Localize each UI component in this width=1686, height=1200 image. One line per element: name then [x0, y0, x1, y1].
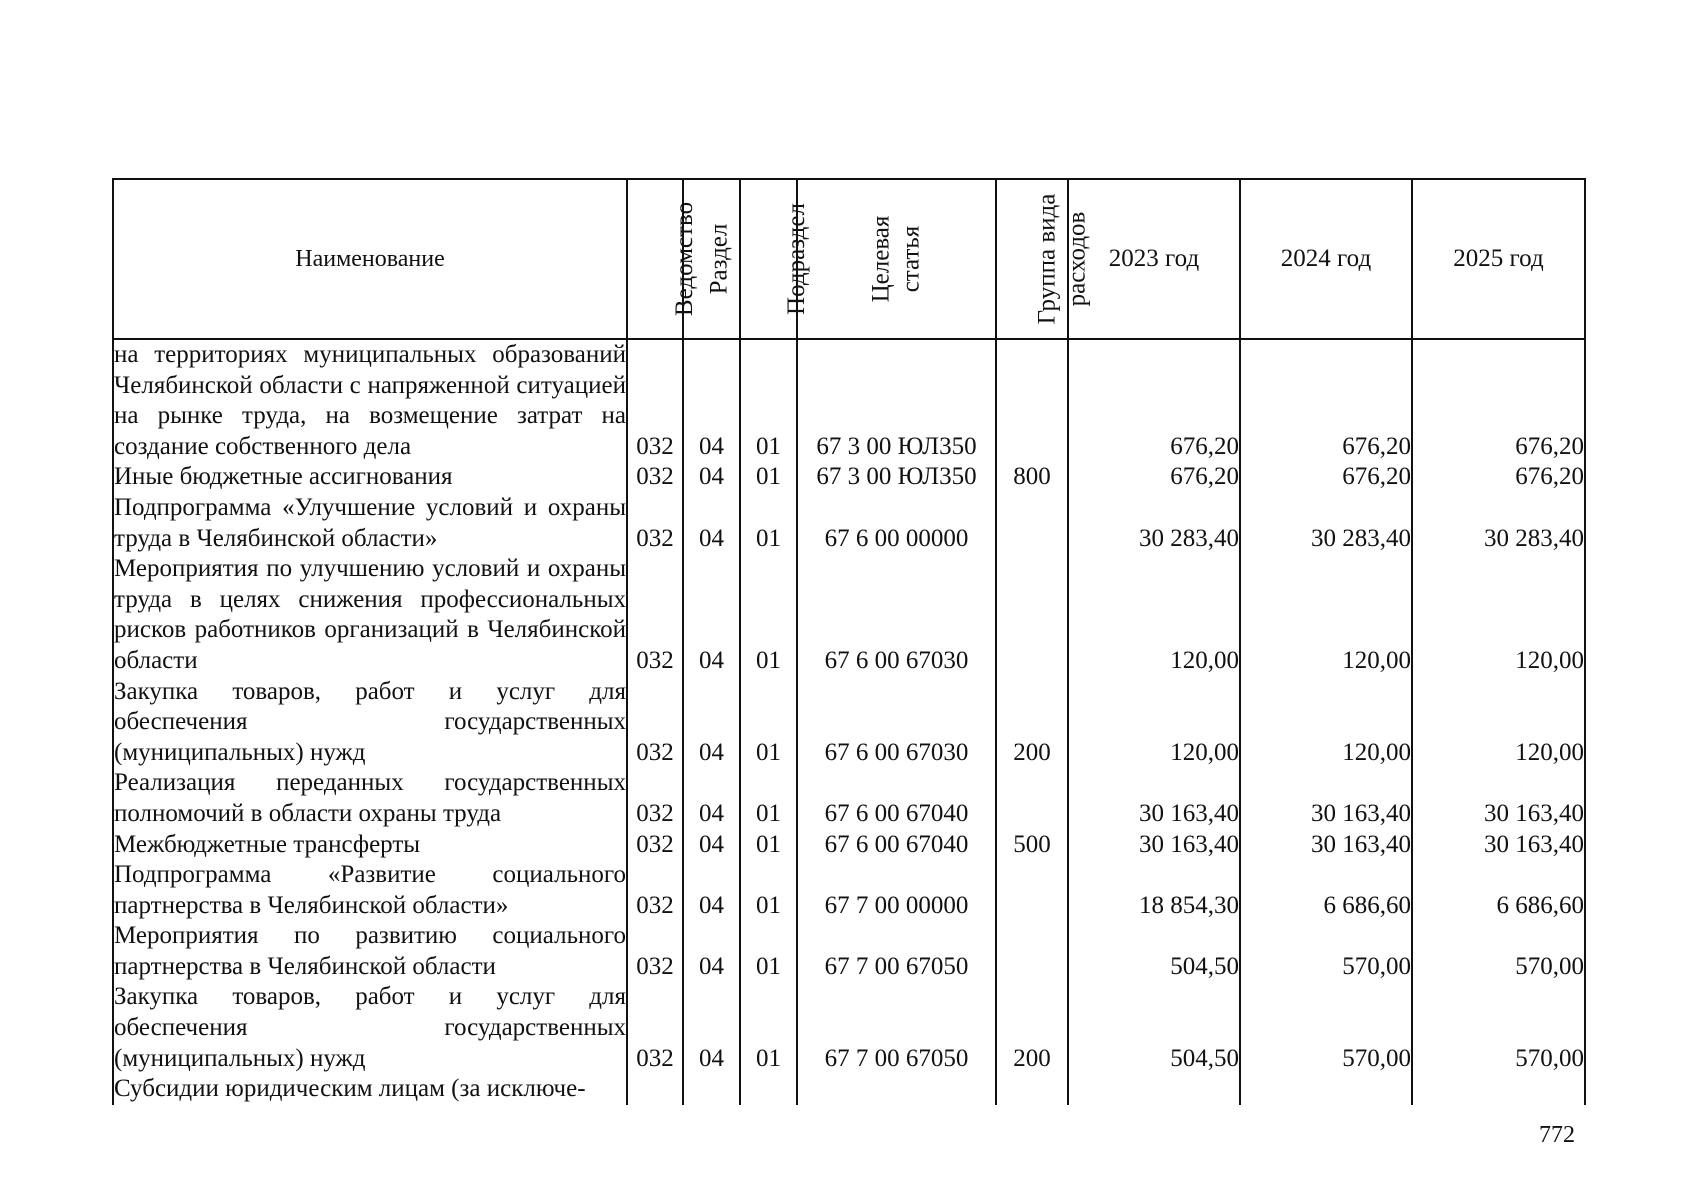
row-2025: 676,20	[1412, 339, 1585, 462]
row-name: Мероприятия по улучшению условий и охраны труда в целях снижения профессиональных рисков работников организаций в Челябинской области	[113, 554, 627, 676]
table-row	[113, 493, 1585, 554]
row-dept: 032	[627, 493, 683, 554]
row-section	[683, 1074, 740, 1105]
header-2025	[1412, 179, 1585, 339]
header-group-label	[1032, 193, 1092, 324]
row-target: 67 6 00 00000	[797, 493, 996, 554]
row-name: Подпрограмма «Развитие социального партнерства в Челябинской области»	[113, 860, 627, 921]
header-2024	[1240, 179, 1412, 339]
header-2025-label: 2025 год	[1453, 244, 1544, 272]
table-row	[113, 339, 1585, 462]
row-name: Мероприятия по развитию социального партнерства в Челябинской области	[113, 921, 627, 982]
row-2025: 570,00	[1412, 982, 1585, 1074]
row-2025: 30 163,40	[1412, 768, 1585, 829]
row-2023: 504,50	[1068, 982, 1240, 1074]
row-dept: 032	[627, 921, 683, 982]
header-target-label	[866, 215, 926, 302]
table-row	[113, 768, 1585, 829]
row-target: 67 6 00 67030	[797, 554, 996, 676]
header-target-line1: Целевая	[867, 215, 895, 303]
row-group	[996, 493, 1068, 554]
header-2024-label: 2024 год	[1280, 244, 1372, 272]
row-2023: 120,00	[1068, 677, 1240, 769]
row-name: на территориях муниципальных образований Челябинской области с напряженной ситуацией на рынке труда, на возмещение затрат на создание собственного дела	[113, 339, 627, 462]
header-dept	[627, 179, 699, 339]
header-target-line2: статья	[897, 225, 925, 293]
row-section: 04	[683, 339, 740, 462]
row-2025	[1412, 1074, 1585, 1105]
row-section: 04	[683, 830, 740, 861]
header-name	[113, 179, 627, 339]
row-subsection: 01	[740, 768, 797, 829]
row-dept: 032	[627, 677, 683, 769]
row-subsection: 01	[740, 462, 797, 493]
row-2023: 30 163,40	[1068, 768, 1240, 829]
header-dept-label: Ведомство	[671, 201, 699, 316]
row-dept: 032	[627, 339, 683, 462]
row-name: Иные бюджетные ассигнования	[113, 462, 627, 493]
row-2024: 570,00	[1240, 921, 1412, 982]
row-2023: 120,00	[1068, 554, 1240, 676]
row-subsection: 01	[740, 339, 797, 462]
row-target: 67 3 00 ЮЛ350	[797, 462, 996, 493]
row-dept: 032	[627, 554, 683, 676]
row-2023: 504,50	[1068, 921, 1240, 982]
row-2025: 120,00	[1412, 554, 1585, 676]
header-2023	[1068, 179, 1240, 339]
header-name-label: Наименование	[295, 245, 445, 272]
header-subsection-label: Подраздел	[782, 202, 810, 315]
row-section: 04	[683, 493, 740, 554]
row-target: 67 3 00 ЮЛ350	[797, 339, 996, 462]
table-body	[113, 339, 1585, 1105]
row-target: 67 6 00 67040	[797, 830, 996, 861]
row-2025: 120,00	[1412, 677, 1585, 769]
row-2023	[1068, 1074, 1240, 1105]
row-section: 04	[683, 677, 740, 769]
budget-table-container	[112, 178, 1584, 1105]
row-name: Закупка товаров, работ и услуг для обеспечения государственных (муниципальных) нужд	[113, 982, 627, 1074]
table-row	[113, 677, 1585, 769]
row-section: 04	[683, 554, 740, 676]
row-2023: 30 163,40	[1068, 830, 1240, 861]
table-row	[113, 462, 1585, 493]
row-name: Субсидии юридическим лицам (за исключе-	[113, 1074, 627, 1105]
row-group	[996, 339, 1068, 462]
header-row	[113, 179, 1585, 339]
row-section: 04	[683, 462, 740, 493]
row-2025: 30 283,40	[1412, 493, 1585, 554]
row-group: 200	[996, 982, 1068, 1074]
row-2024: 120,00	[1240, 677, 1412, 769]
row-2024: 120,00	[1240, 554, 1412, 676]
row-group: 800	[996, 462, 1068, 493]
row-target: 67 7 00 00000	[797, 860, 996, 921]
row-2023: 18 854,30	[1068, 860, 1240, 921]
row-2024	[1240, 1074, 1412, 1105]
page-number: 772	[1539, 1122, 1575, 1148]
row-target: 67 6 00 67040	[797, 768, 996, 829]
row-2025: 30 163,40	[1412, 830, 1585, 861]
row-dept: 032	[627, 768, 683, 829]
budget-table	[112, 178, 1586, 1105]
row-dept: 032	[627, 982, 683, 1074]
row-dept: 032	[627, 860, 683, 921]
row-2024: 30 283,40	[1240, 493, 1412, 554]
row-name: Закупка товаров, работ и услуг для обеспечения государственных (муниципальных) нужд	[113, 677, 627, 769]
row-2024: 30 163,40	[1240, 830, 1412, 861]
row-group	[996, 860, 1068, 921]
header-target	[797, 179, 996, 339]
header-2023-label: 2023 год	[1108, 244, 1200, 272]
row-dept: 032	[627, 462, 683, 493]
row-subsection: 01	[740, 677, 797, 769]
row-subsection: 01	[740, 554, 797, 676]
row-section: 04	[683, 921, 740, 982]
header-group-line1: Группа вида	[1033, 193, 1061, 325]
row-subsection	[740, 1074, 797, 1105]
table-row	[113, 1074, 1585, 1105]
row-target: 67 7 00 67050	[797, 921, 996, 982]
row-2025: 6 686,60	[1412, 860, 1585, 921]
row-2024: 570,00	[1240, 982, 1412, 1074]
row-subsection: 01	[740, 860, 797, 921]
row-section: 04	[683, 982, 740, 1074]
row-group	[996, 921, 1068, 982]
row-2025: 676,20	[1412, 462, 1585, 493]
row-name: Реализация переданных государственных полномочий в области охраны труда	[113, 768, 627, 829]
row-2024: 676,20	[1240, 339, 1412, 462]
row-2023: 30 283,40	[1068, 493, 1240, 554]
row-target: 67 7 00 67050	[797, 982, 996, 1074]
row-target	[797, 1074, 996, 1105]
row-target: 67 6 00 67030	[797, 677, 996, 769]
row-2024: 676,20	[1240, 462, 1412, 493]
row-dept	[627, 1074, 683, 1105]
row-group: 200	[996, 677, 1068, 769]
row-group	[996, 1074, 1068, 1105]
header-section-label: Раздел	[705, 223, 733, 295]
row-2023: 676,20	[1068, 462, 1240, 493]
row-group: 500	[996, 830, 1068, 861]
table-row	[113, 921, 1585, 982]
row-name: Межбюджетные трансферты	[113, 830, 627, 861]
row-section: 04	[683, 768, 740, 829]
row-group	[996, 554, 1068, 676]
row-2025: 570,00	[1412, 921, 1585, 982]
row-2024: 30 163,40	[1240, 768, 1412, 829]
row-subsection: 01	[740, 493, 797, 554]
table-row	[113, 860, 1585, 921]
row-name: Подпрограмма «Улучшение условий и охраны труда в Челябинской области»	[113, 493, 627, 554]
row-group	[996, 768, 1068, 829]
row-2024: 6 686,60	[1240, 860, 1412, 921]
row-dept: 032	[627, 830, 683, 861]
table-row	[113, 982, 1585, 1074]
row-subsection: 01	[740, 982, 797, 1074]
header-group-line2: расходов	[1063, 211, 1091, 307]
header-subsection	[740, 179, 810, 339]
row-2023: 676,20	[1068, 339, 1240, 462]
table-row	[113, 554, 1585, 676]
row-section: 04	[683, 860, 740, 921]
table-row	[113, 830, 1585, 861]
row-subsection: 01	[740, 921, 797, 982]
header-group	[996, 179, 1091, 339]
row-subsection: 01	[740, 830, 797, 861]
